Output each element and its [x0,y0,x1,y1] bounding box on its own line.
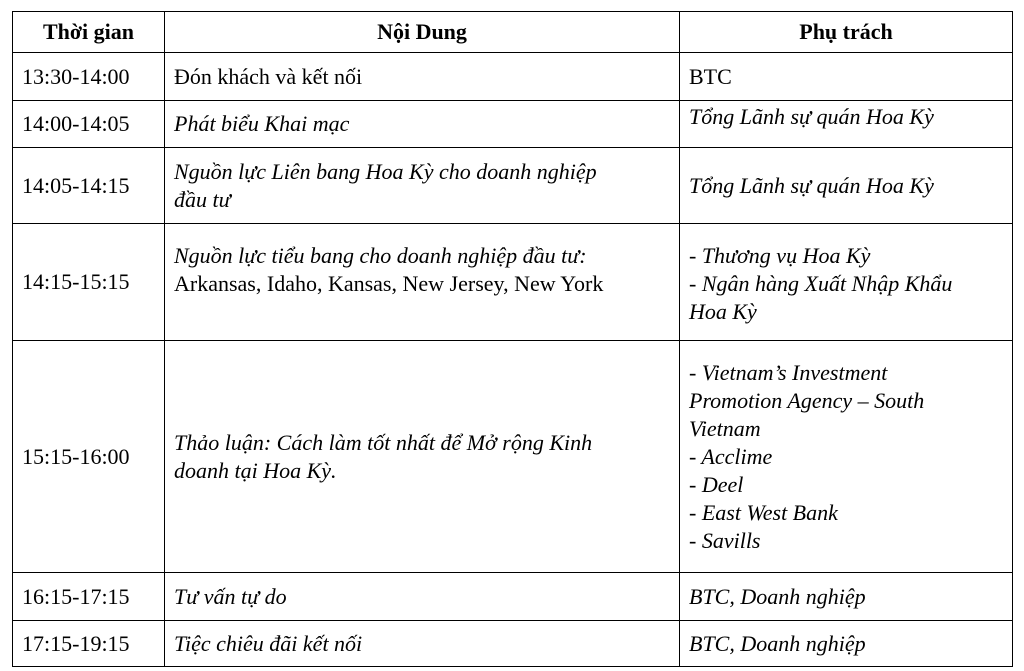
owner-line: BTC, Doanh nghiệp [689,630,866,656]
content-cell [165,53,680,101]
table-row [13,101,1013,148]
owner-line: - East West Bank [689,499,838,525]
owner-cell [680,621,1013,667]
content-line: doanh tại Hoa Kỳ. [174,457,337,483]
content-line: Arkansas, Idaho, Kansas, New Jersey, New York [174,271,604,296]
content-cell [165,224,680,341]
owner-line: - Thương vụ Hoa Kỳ [689,243,871,268]
time-cell: 14:00-14:05 [13,101,165,148]
owner-line: - Acclime [689,443,773,469]
header-owner: Phụ trách [680,12,1013,53]
content-cell [165,621,680,667]
content-line: đầu tư [174,186,231,212]
owner-line: - Ngân hàng Xuất Nhập Khẩu [689,271,953,296]
time-cell: 15:15-16:00 [13,341,165,573]
owner-cell [680,53,1013,101]
agenda-table [12,11,1013,667]
owner-line: Tổng Lãnh sự quán Hoa Kỳ [689,172,934,198]
owner-line: - Savills [689,527,761,553]
content-cell [165,148,680,224]
table-row [13,341,1013,573]
content-cell [165,573,680,621]
owner-line: Promotion Agency – South [689,387,925,413]
time-cell: 17:15-19:15 [13,621,165,667]
content-line: Phát biểu Khai mạc [174,111,350,136]
owner-cell [680,148,1013,224]
owner-line: Tổng Lãnh sự quán Hoa Kỳ [689,104,934,129]
content-line: Nguồn lực tiểu bang cho doanh nghiệp đầu tư: [174,243,587,268]
content-line: Thảo luận: Cách làm tốt nhất để Mở rộng Kinh [174,429,593,455]
owner-cell [680,224,1013,341]
table-row [13,621,1013,667]
table-row [13,53,1013,101]
content-line: Nguồn lực Liên bang Hoa Kỳ cho doanh nghiệp [174,158,597,184]
header-time: Thời gian [13,12,165,53]
owner-cell [680,101,1013,148]
content-cell [165,341,680,573]
header-row [13,12,1013,53]
owner-line: Hoa Kỳ [689,299,757,324]
owner-line: - Vietnam’s Investment [689,359,888,385]
time-cell: 14:05-14:15 [13,148,165,224]
header-content: Nội Dung [165,12,680,53]
owner-line: BTC, Doanh nghiệp [689,583,866,609]
table-row [13,148,1013,224]
time-cell: 13:30-14:00 [13,53,165,101]
owner-line: BTC [689,63,732,89]
owner-cell [680,341,1013,573]
content-line: Tư vấn tự do [174,583,287,609]
owner-line: - Deel [689,471,744,497]
time-cell: 14:15-15:15 [13,224,165,341]
content-cell [165,101,680,148]
content-line: Tiệc chiêu đãi kết nối [174,630,363,656]
content-line: Đón khách và kết nối [174,63,363,89]
owner-line: Vietnam [689,415,761,441]
owner-cell [680,573,1013,621]
table-row [13,573,1013,621]
time-cell: 16:15-17:15 [13,573,165,621]
table-row [13,224,1013,341]
